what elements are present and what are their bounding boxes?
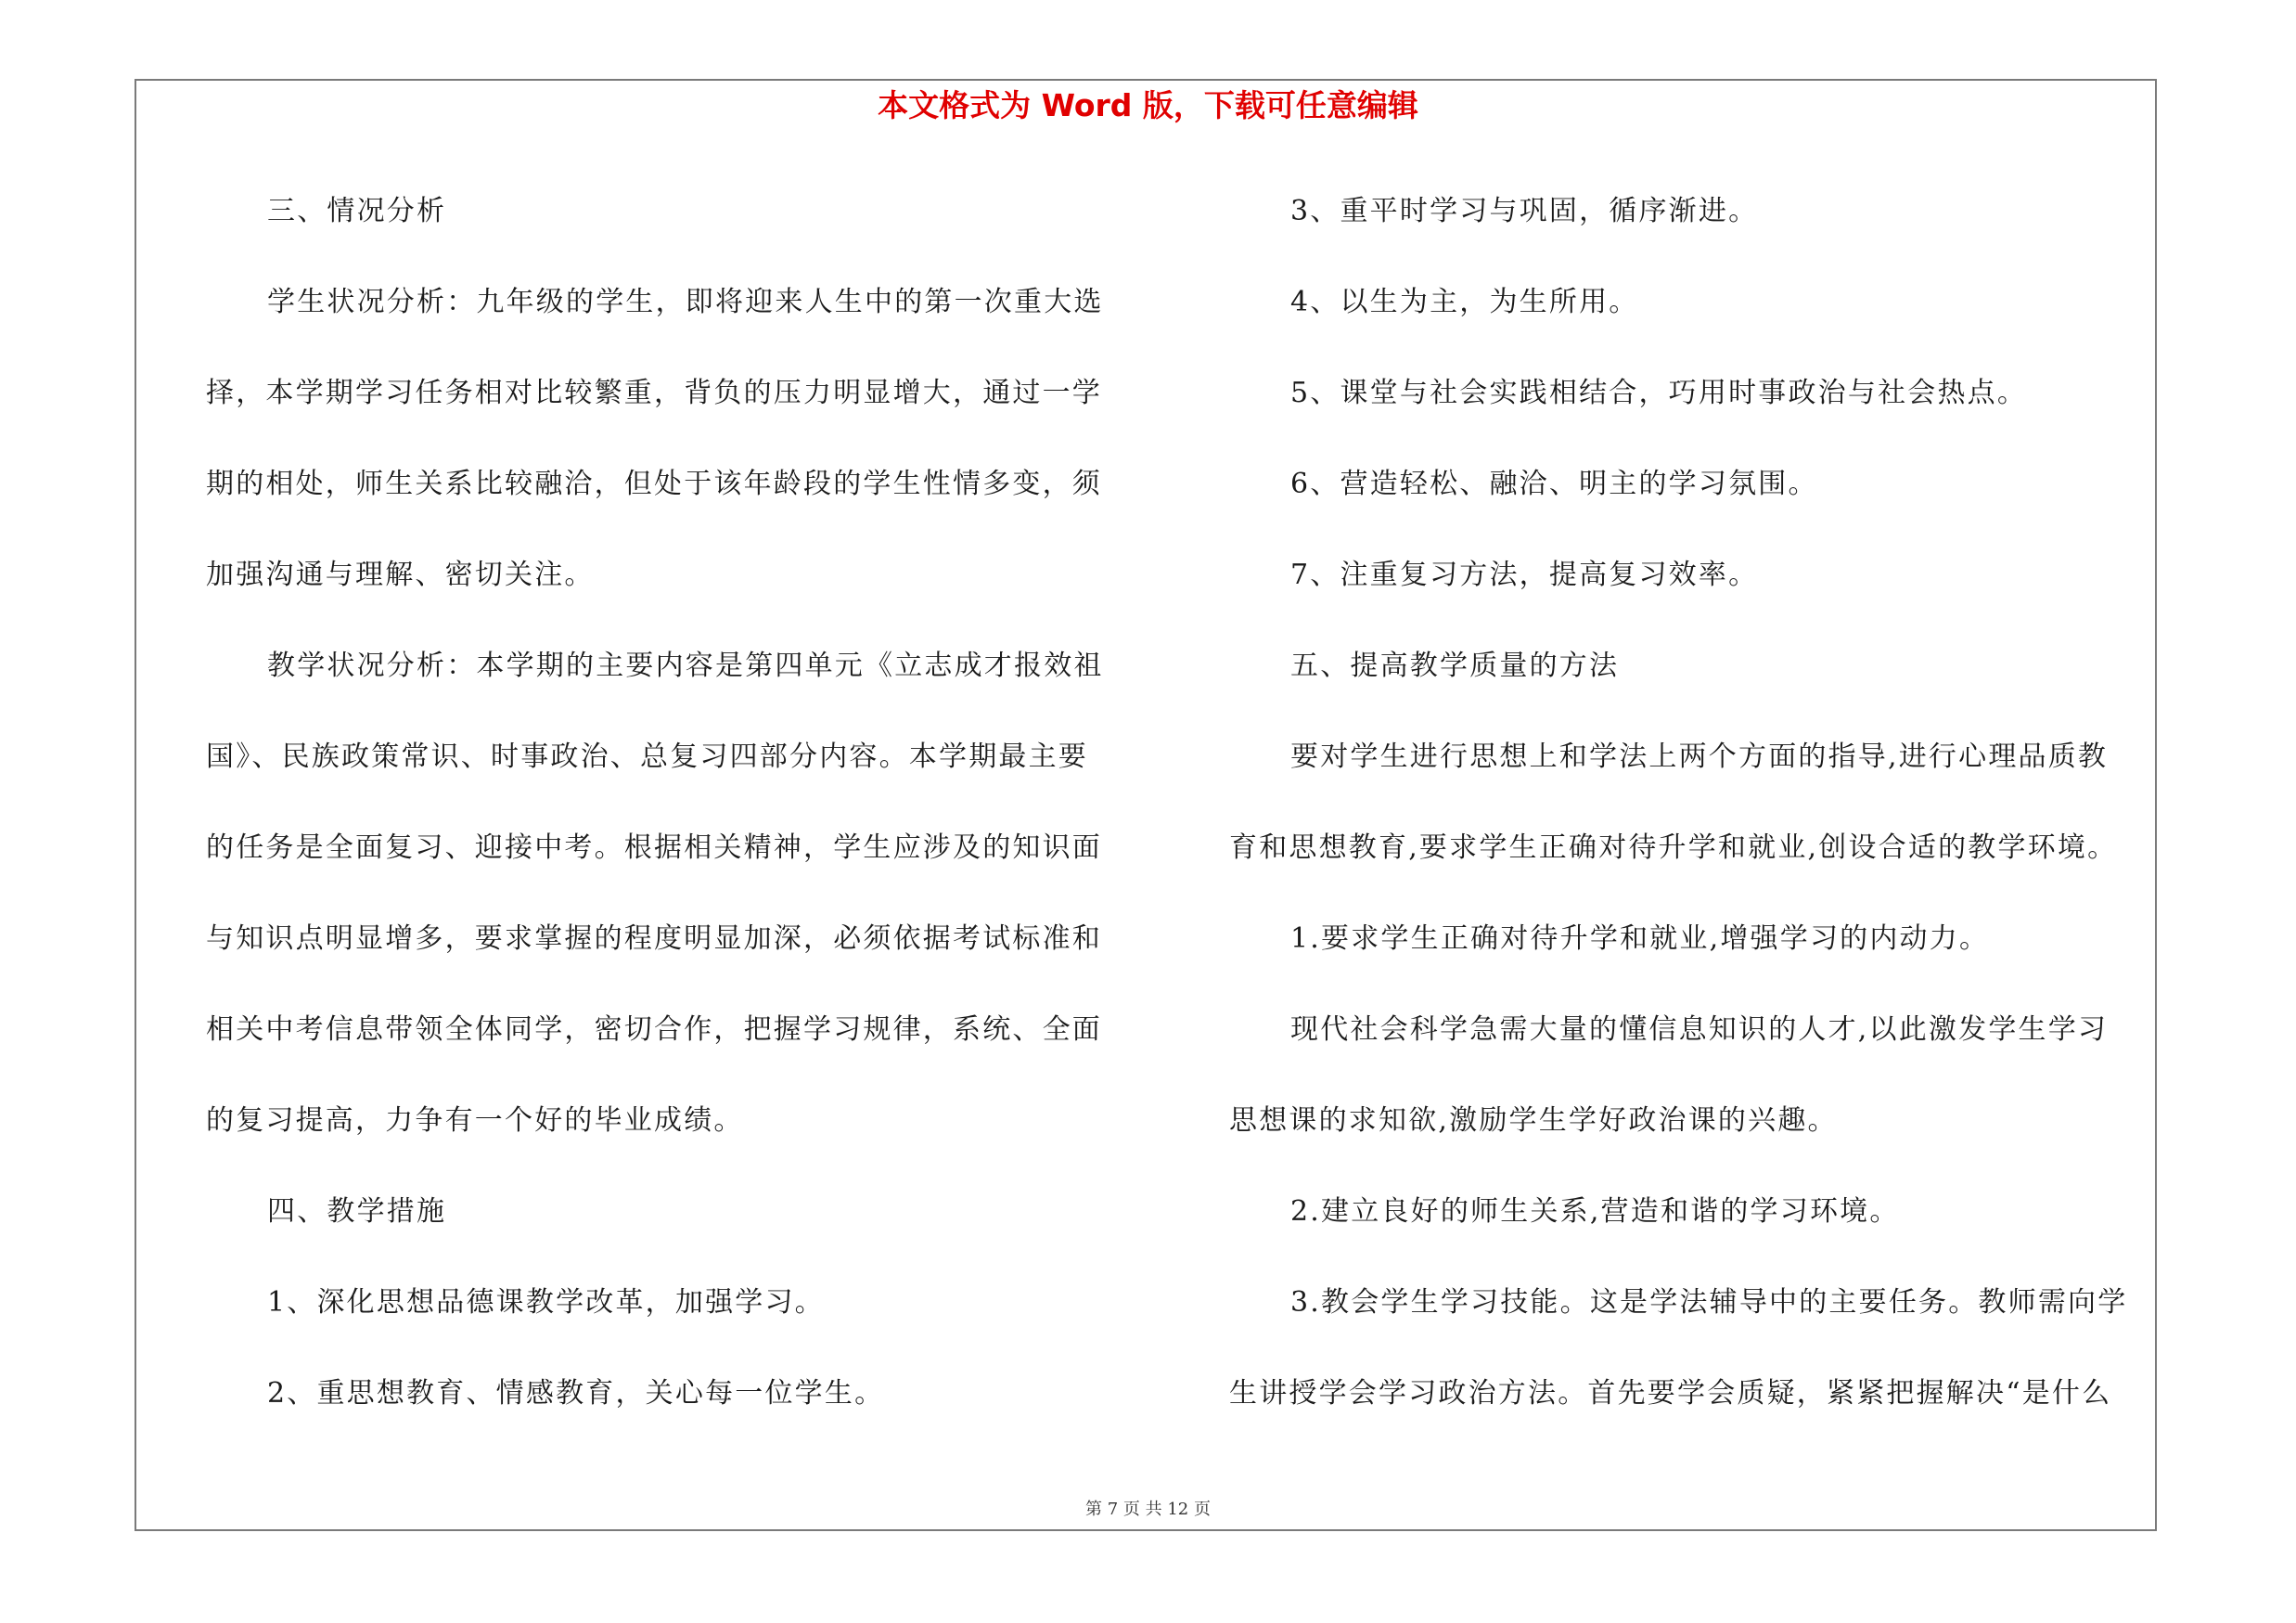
left-line: 2、重思想教育、情感教育，关心每一位学生。 (267, 1377, 885, 1410)
left-column (206, 186, 1134, 1459)
left-line: 的复习提高，力争有一个好的毕业成绩。 (206, 1104, 744, 1137)
right-line: 现代社会科学急需大量的懂信息知识的人才,以此激发学生学习 (1290, 1013, 2109, 1046)
right-column (1229, 186, 2166, 1459)
right-line: 6、营造轻松、融洽、明主的学习氛围。 (1290, 468, 1818, 500)
page-number-footer: 第 7 页 共 12 页 (1085, 1500, 1211, 1519)
right-line: 5、课堂与社会实践相结合，巧用时事政治与社会热点。 (1290, 377, 2028, 409)
left-line: 国》、民族政策常识、时事政治、总复习四部分内容。本学期最主要 (206, 741, 1088, 773)
left-line: 四、教学措施 (267, 1195, 447, 1228)
left-line: 相关中考信息带领全体同学，密切合作，把握学习规律，系统、全面 (206, 1013, 1102, 1046)
right-line: 3.教会学生学习技能。这是学法辅导中的主要任务。教师需向学 (1290, 1286, 2128, 1319)
right-line: 要对学生进行思想上和学法上两个方面的指导,进行心理品质教 (1290, 741, 2109, 773)
right-line: 4、以生为主，为生所用。 (1290, 286, 1639, 318)
left-line: 的任务是全面复习、迎接中考。根据相关精神，学生应涉及的知识面 (206, 831, 1102, 864)
right-line: 2.建立良好的师生关系,营造和谐的学习环境。 (1290, 1195, 1900, 1228)
left-line: 与知识点明显增多，要求掌握的程度明显加深，必须依据考试标准和 (206, 922, 1102, 955)
left-line: 加强沟通与理解、密切关注。 (206, 559, 595, 591)
left-line: 学生状况分析：九年级的学生，即将迎来人生中的第一次重大选 (267, 286, 1104, 318)
right-line: 育和思想教育,要求学生正确对待升学和就业,创设合适的教学环境。 (1229, 831, 2118, 864)
right-line: 五、提高教学质量的方法 (1290, 650, 1620, 682)
right-line: 1.要求学生正确对待升学和就业,增强学习的内动力。 (1290, 922, 1990, 955)
right-line: 生讲授学会学习政治方法。首先要学会质疑，紧紧把握解决“是什么 (1229, 1377, 2112, 1410)
right-line: 7、注重复习方法，提高复习效率。 (1290, 559, 1759, 591)
right-line: 思想课的求知欲,激励学生学好政治课的兴趣。 (1229, 1104, 1838, 1137)
format-banner: 本文格式为 Word 版，下载可任意编辑 (878, 87, 1418, 123)
left-line: 1、深化思想品德课教学改革，加强学习。 (267, 1286, 825, 1319)
left-line: 教学状况分析：本学期的主要内容是第四单元《立志成才报效祖 (267, 650, 1104, 682)
left-line: 期的相处，师生关系比较融洽，但处于该年龄段的学生性情多变，须 (206, 468, 1102, 500)
right-line: 3、重平时学习与巩固，循序渐进。 (1290, 195, 1759, 227)
left-line: 择，本学期学习任务相对比较繁重，背负的压力明显增大，通过一学 (206, 377, 1102, 409)
left-line: 三、情况分析 (267, 195, 447, 227)
